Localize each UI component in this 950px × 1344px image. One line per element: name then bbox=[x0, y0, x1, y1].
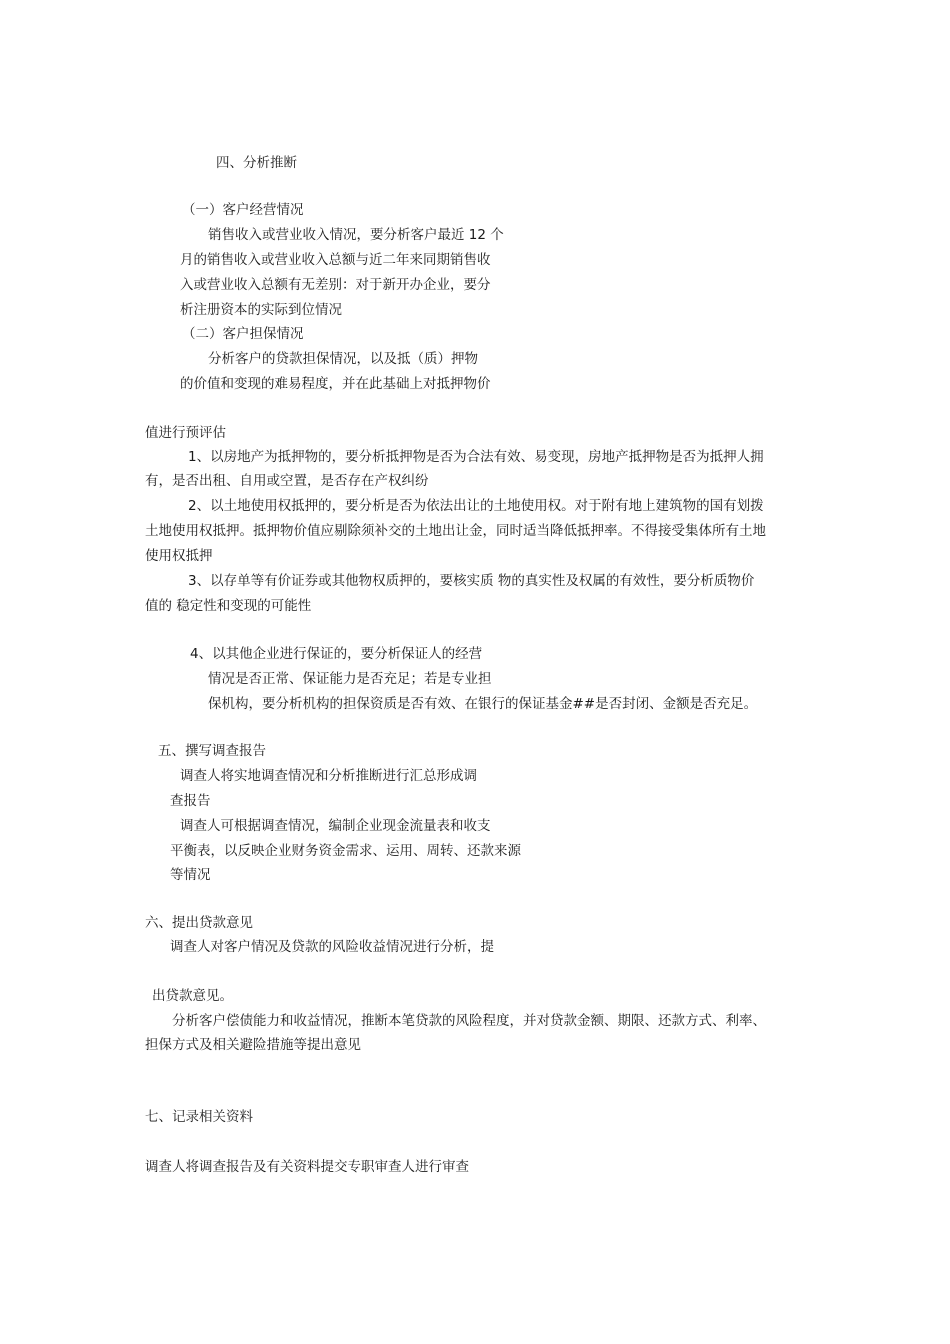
paragraph-line: 调查人将调查报告及有关资料提交专职审查人进行审查 bbox=[145, 1159, 469, 1175]
subsection-4-1-heading: （一）客户经营情况 bbox=[182, 202, 304, 218]
paragraph-line: 月的销售收入或营业收入总额与近二年来同期销售收 bbox=[180, 252, 491, 268]
list-item-3-line: 3、以存单等有价证券或其他物权质押的，要核实质 物的真实性及权属的有效性，要分析质物价 bbox=[188, 573, 755, 589]
section-5-heading: 五、撰写调查报告 bbox=[158, 743, 266, 759]
list-item-2-line: 2、以土地使用权抵押的，要分析是否为依法出让的土地使用权。对于附有地上建筑物的国有划拨 bbox=[188, 498, 764, 514]
paragraph-line: 平衡表，以反映企业财务资金需求、运用、周转、还款来源 bbox=[170, 843, 521, 859]
paragraph-line: 出贷款意见。 bbox=[152, 988, 233, 1004]
section-6-heading: 六、提出贷款意见 bbox=[145, 915, 253, 931]
list-item-4-line: 保机构，要分析机构的担保资质是否有效、在银行的保证基金##是否封闭、金额是否充足。 bbox=[208, 696, 758, 712]
paragraph-line: 调查人可根据调查情况，编制企业现金流量表和收支 bbox=[180, 818, 491, 834]
list-item-4-line: 情况是否正常、保证能力是否充足；若是专业担 bbox=[208, 671, 492, 687]
paragraph-line: 入或营业收入总额有无差别：对于新开办企业，要分 bbox=[180, 277, 491, 293]
subsection-4-2-heading: （二）客户担保情况 bbox=[182, 326, 304, 342]
paragraph-line: 分析客户的贷款担保情况，以及抵（质）押物 bbox=[208, 351, 478, 367]
paragraph-line: 等情况 bbox=[170, 867, 211, 883]
list-item-1-line: 有，是否出租、自用或空置，是否存在产权纠纷 bbox=[145, 473, 429, 489]
paragraph-line: 值进行预评估 bbox=[145, 425, 226, 441]
section-4-heading: 四、分析推断 bbox=[216, 155, 297, 171]
paragraph-line: 的价值和变现的难易程度，并在此基础上对抵押物价 bbox=[180, 376, 491, 392]
list-item-4-line: 4、以其他企业进行保证的，要分析保证人的经营 bbox=[190, 646, 483, 662]
list-item-2-line: 使用权抵押 bbox=[145, 548, 213, 564]
paragraph-line: 担保方式及相关避险措施等提出意见 bbox=[145, 1037, 361, 1053]
list-item-2-line: 土地使用权抵押。抵押物价值应剔除须补交的土地出让金，同时适当降低抵押率。不得接受集体所有土地 bbox=[145, 523, 766, 539]
paragraph-line: 析注册资本的实际到位情况 bbox=[180, 302, 342, 318]
list-item-1-line: 1、以房地产为抵押物的，要分析抵押物是否为合法有效、易变现，房地产抵押物是否为抵押人拥 bbox=[188, 449, 764, 465]
list-item-3-line: 值的 稳定性和变现的可能性 bbox=[145, 598, 312, 614]
paragraph-line: 调查人对客户情况及贷款的风险收益情况进行分析，提 bbox=[170, 939, 494, 955]
paragraph-line: 分析客户偿债能力和收益情况，推断本笔贷款的风险程度，并对贷款金额、期限、还款方式、利率、 bbox=[172, 1013, 766, 1029]
paragraph-line: 销售收入或营业收入情况，要分析客户最近 12 个 bbox=[208, 227, 504, 243]
paragraph-line: 调查人将实地调查情况和分析推断进行汇总形成调 bbox=[180, 768, 477, 784]
paragraph-line: 查报告 bbox=[170, 793, 211, 809]
section-7-heading: 七、记录相关资料 bbox=[145, 1109, 253, 1125]
